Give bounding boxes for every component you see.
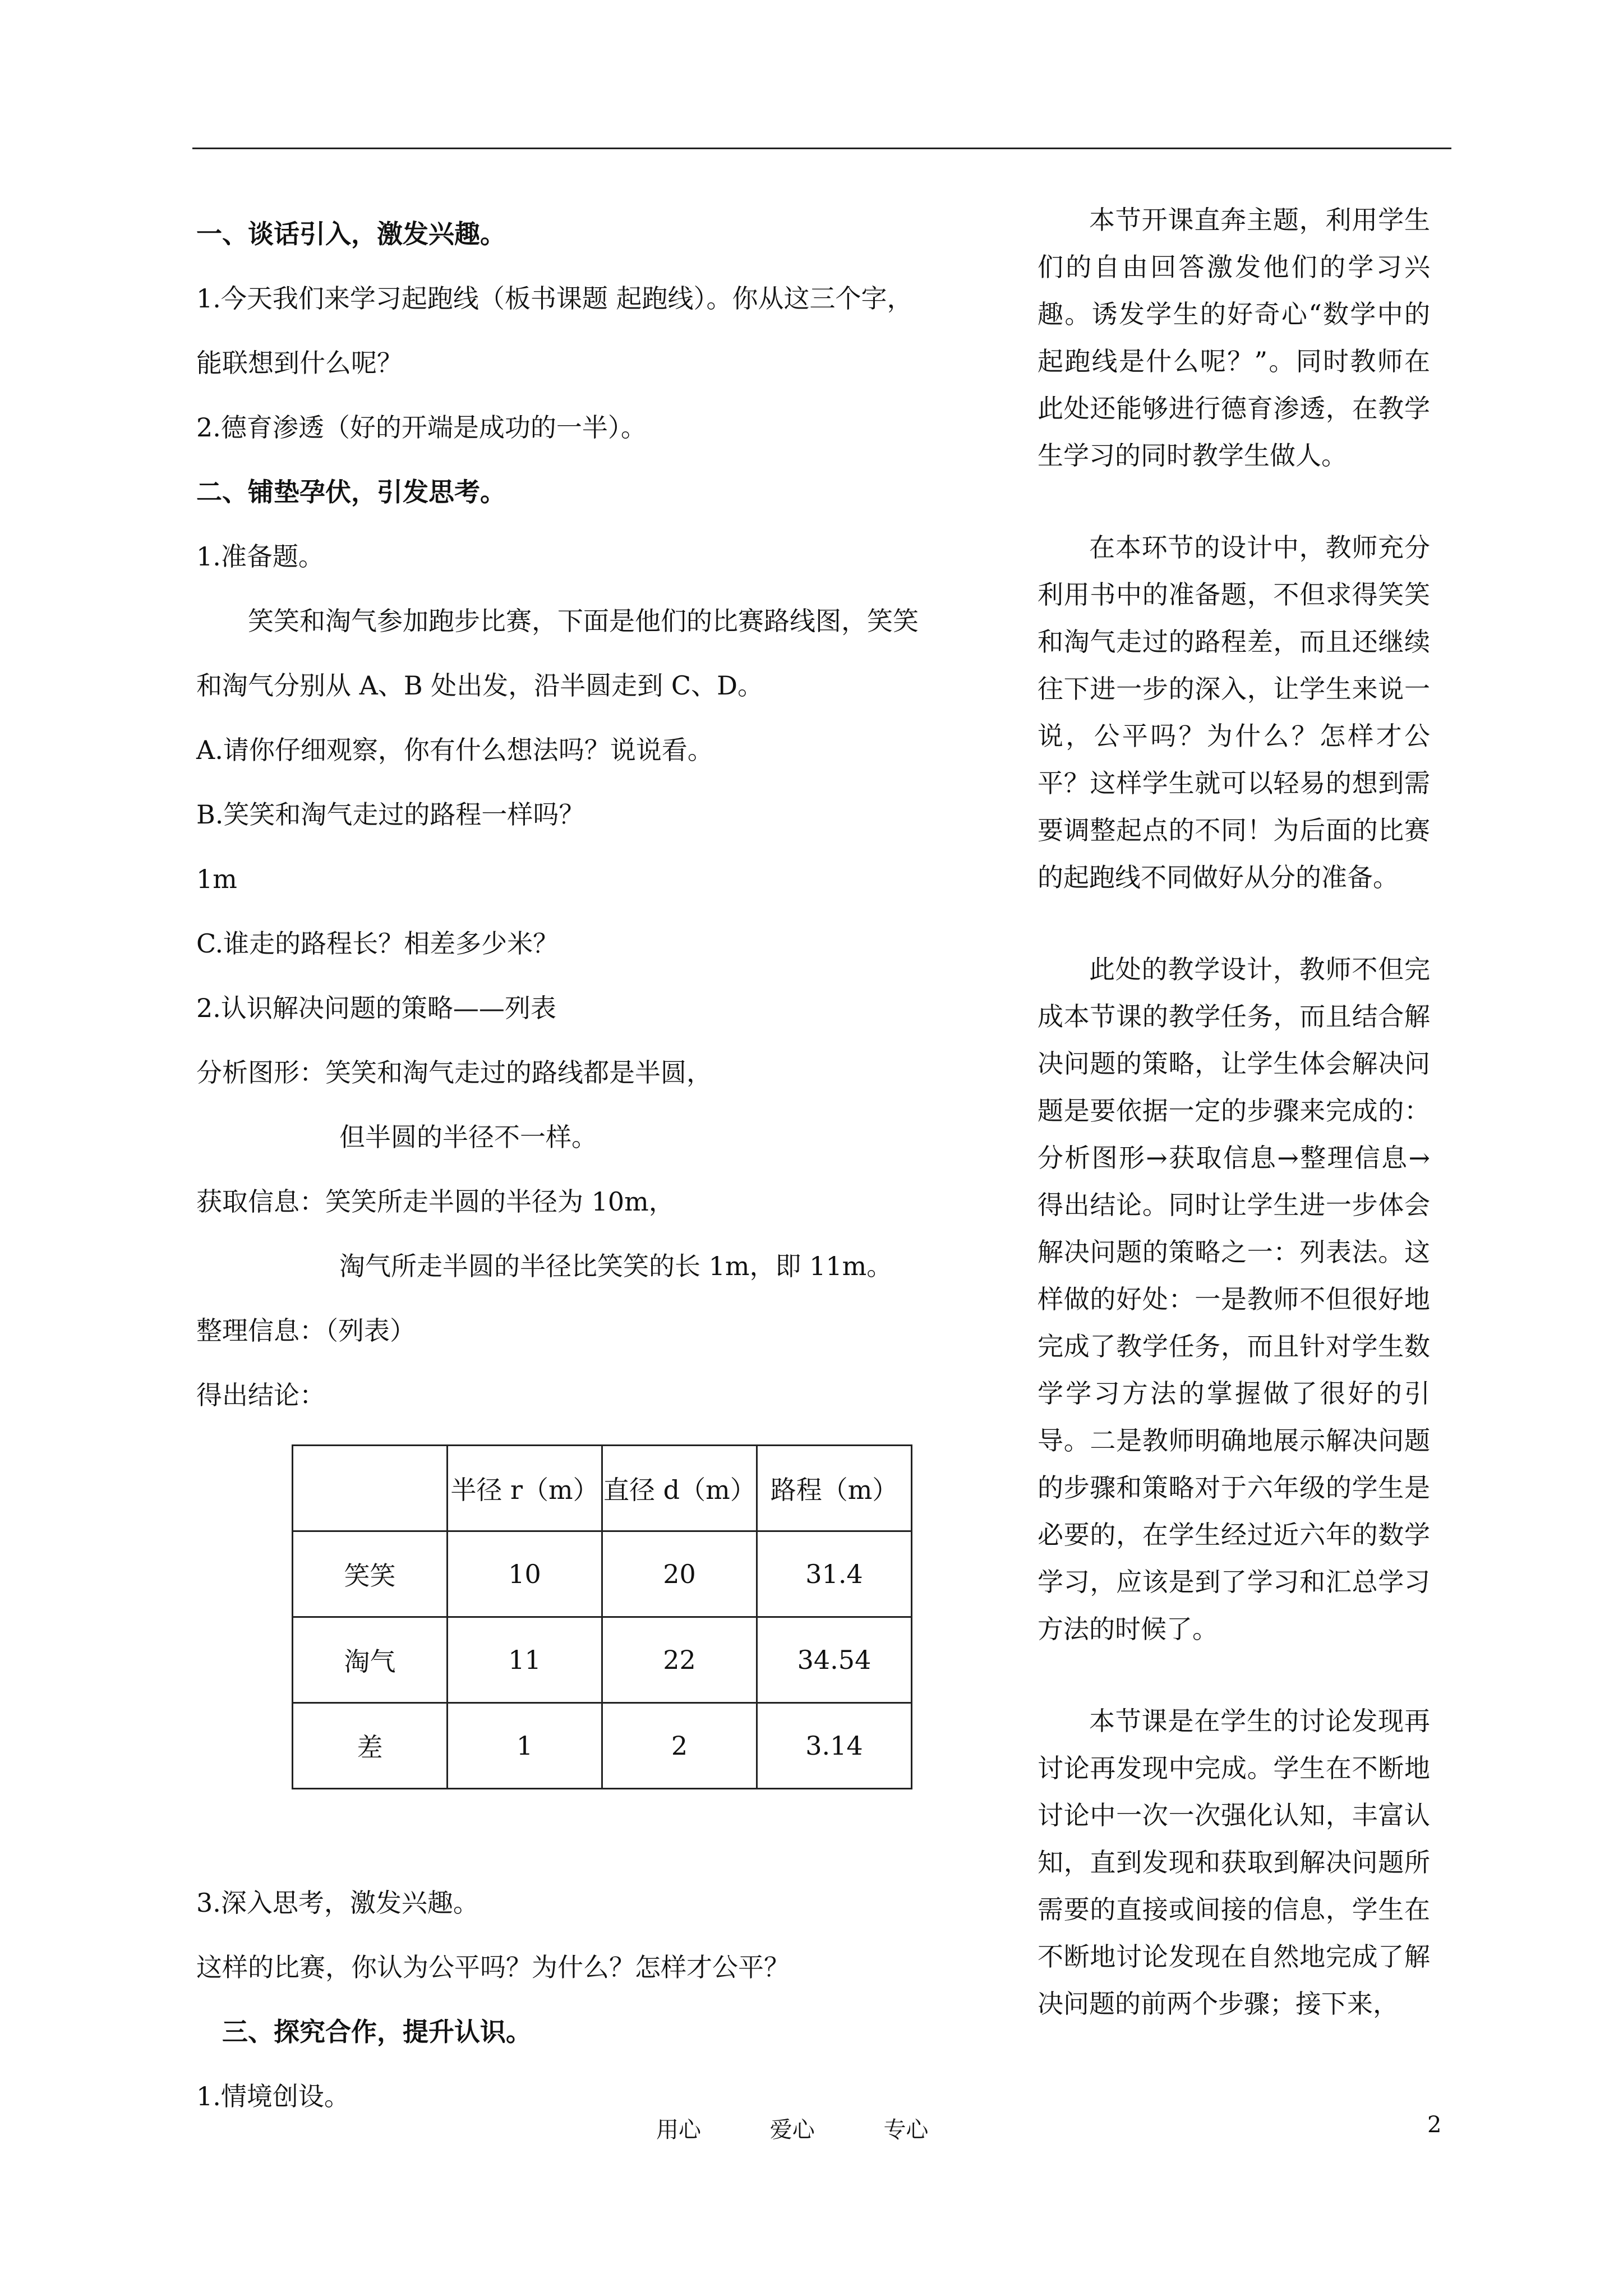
section2-title: 二、铺垫孕伏，引发思考。 — [196, 477, 506, 507]
commentary-para: 本节开课直奔主题，利用学生们的自由回答激发他们的学习兴趣。诱发学生的好奇心“数学中的起跑线是什么呢？”。同时教师在此处还能够进行德育渗透，在教学生学习的同时教学生做人。 — [1038, 205, 1430, 471]
prep-question-line2: 和淘气分别从 A、B 处出发，沿半圆走到 C、D。 — [196, 670, 763, 701]
table-header-cell: 直径 d（m） — [602, 1446, 757, 1531]
table-cell: 2 — [602, 1703, 757, 1789]
prep-question-line1: 笑笑和淘气参加跑步比赛，下面是他们的比赛路线图，笑笑 — [248, 606, 919, 636]
table-cell: 22 — [602, 1617, 757, 1703]
deep-thinking-heading: 3.深入思考，激发兴趣。 — [196, 1888, 479, 1918]
left-column — [196, 202, 1009, 2129]
scenario-heading: 1.情境创设。 — [196, 2081, 350, 2111]
info-line2: 淘气所走半圆的半径比笑笑的长 1m，即 11m。 — [339, 1251, 893, 1281]
one-meter-label: 1m — [196, 864, 237, 894]
footer-word: 专心 — [883, 2117, 929, 2143]
section1-para1-line2: 能联想到什么呢？ — [196, 348, 403, 378]
analyze-line2: 但半圆的半径不一样。 — [339, 1122, 597, 1152]
organize-line: 整理信息：（列表） — [196, 1315, 416, 1346]
question-a: A.请你仔细观察，你有什么想法吗？说说看。 — [196, 735, 713, 765]
table-header-cell: 路程（m） — [757, 1446, 912, 1531]
table-cell: 20 — [602, 1531, 757, 1617]
table-header-row — [293, 1446, 912, 1531]
table-cell: 差 — [293, 1703, 448, 1789]
header-rule — [192, 148, 1451, 149]
data-table — [292, 1444, 912, 1789]
info-line1: 获取信息：笑笑所走半圆的半径为 10m， — [196, 1186, 675, 1217]
commentary-para: 此处的教学设计，教师不但完成本节课的教学任务，而且结合解决问题的策略，让学生体会解决问题是要依据一定的步骤来完成的：分析图形→获取信息→整理信息→得出结论。同时让学生进一步体会解决问题的策略之一：列表法。这样做的好处：一是教师不但很好地完成了教学任务，而且针对学生数学学习方法的掌握做了很好的引导。二是教师明确地展示解决问题的步骤和策略对于六年级的学生是必要的，在学生经过近六年的数学学习，应该是到了学习和汇总学习方法的时候了。 — [1038, 954, 1430, 1644]
table-row — [293, 1703, 912, 1789]
table-header-cell — [293, 1446, 448, 1531]
table-cell: 笑笑 — [293, 1531, 448, 1617]
table-cell: 1 — [448, 1703, 602, 1789]
strategy-heading: 2.认识解决问题的策略——列表 — [196, 993, 556, 1023]
page-number: 2 — [1427, 2112, 1442, 2138]
conclude-line: 得出结论： — [196, 1380, 325, 1410]
table-cell: 10 — [448, 1531, 602, 1617]
commentary-column — [1038, 196, 1430, 2072]
section1-title: 一、谈话引入，激发兴趣。 — [196, 219, 506, 249]
table-cell: 31.4 — [757, 1531, 912, 1617]
question-b: B.笑笑和淘气走过的路程一样吗？ — [196, 799, 585, 830]
table-cell: 3.14 — [757, 1703, 912, 1789]
table-cell: 34.54 — [757, 1617, 912, 1703]
section1-para1-line1: 1.今天我们来学习起跑线（板书课题 起跑线）。你从这三个字， — [196, 283, 913, 314]
analyze-line1: 分析图形：笑笑和淘气走过的路线都是半圆， — [196, 1057, 712, 1088]
prep-question-label: 1.准备题。 — [196, 541, 324, 572]
table-header-cell: 半径 r（m） — [448, 1446, 602, 1531]
question-c: C.谁走的路程长？相差多少米？ — [196, 928, 559, 959]
commentary-para: 在本环节的设计中，教师充分利用书中的准备题，不但求得笑笑和淘气走过的路程差，而且还继续往下进一步的深入，让学生来说一说，公平吗？为什么？怎样才公平？这样学生就可以轻易的想到需要调整起点的不同！为后面的比赛的起跑线不同做好从分的准备。 — [1038, 532, 1430, 892]
commentary-para: 本节课是在学生的讨论发现再讨论再发现中完成。学生在不断地讨论中一次一次强化认知，丰富认知，直到发现和获取到解决问题所需要的直接或间接的信息，学生在不断地讨论发现在自然地完成了解决问题的前两个步骤；接下来， — [1038, 1706, 1430, 2019]
footer-motto — [656, 2112, 990, 2144]
table-cell: 11 — [448, 1617, 602, 1703]
fairness-question: 这样的比赛，你认为公平吗？为什么？怎样才公平？ — [196, 1952, 790, 1982]
table-row — [293, 1531, 912, 1617]
table-area — [196, 1428, 1009, 1871]
footer-word: 用心 — [656, 2117, 701, 2143]
section3-title: 三、探究合作，提升认识。 — [222, 2017, 532, 2047]
table-cell: 淘气 — [293, 1617, 448, 1703]
table-row — [293, 1617, 912, 1703]
section1-para2: 2.德育渗透（好的开端是成功的一半）。 — [196, 412, 647, 443]
footer-word: 爱心 — [769, 2117, 815, 2143]
